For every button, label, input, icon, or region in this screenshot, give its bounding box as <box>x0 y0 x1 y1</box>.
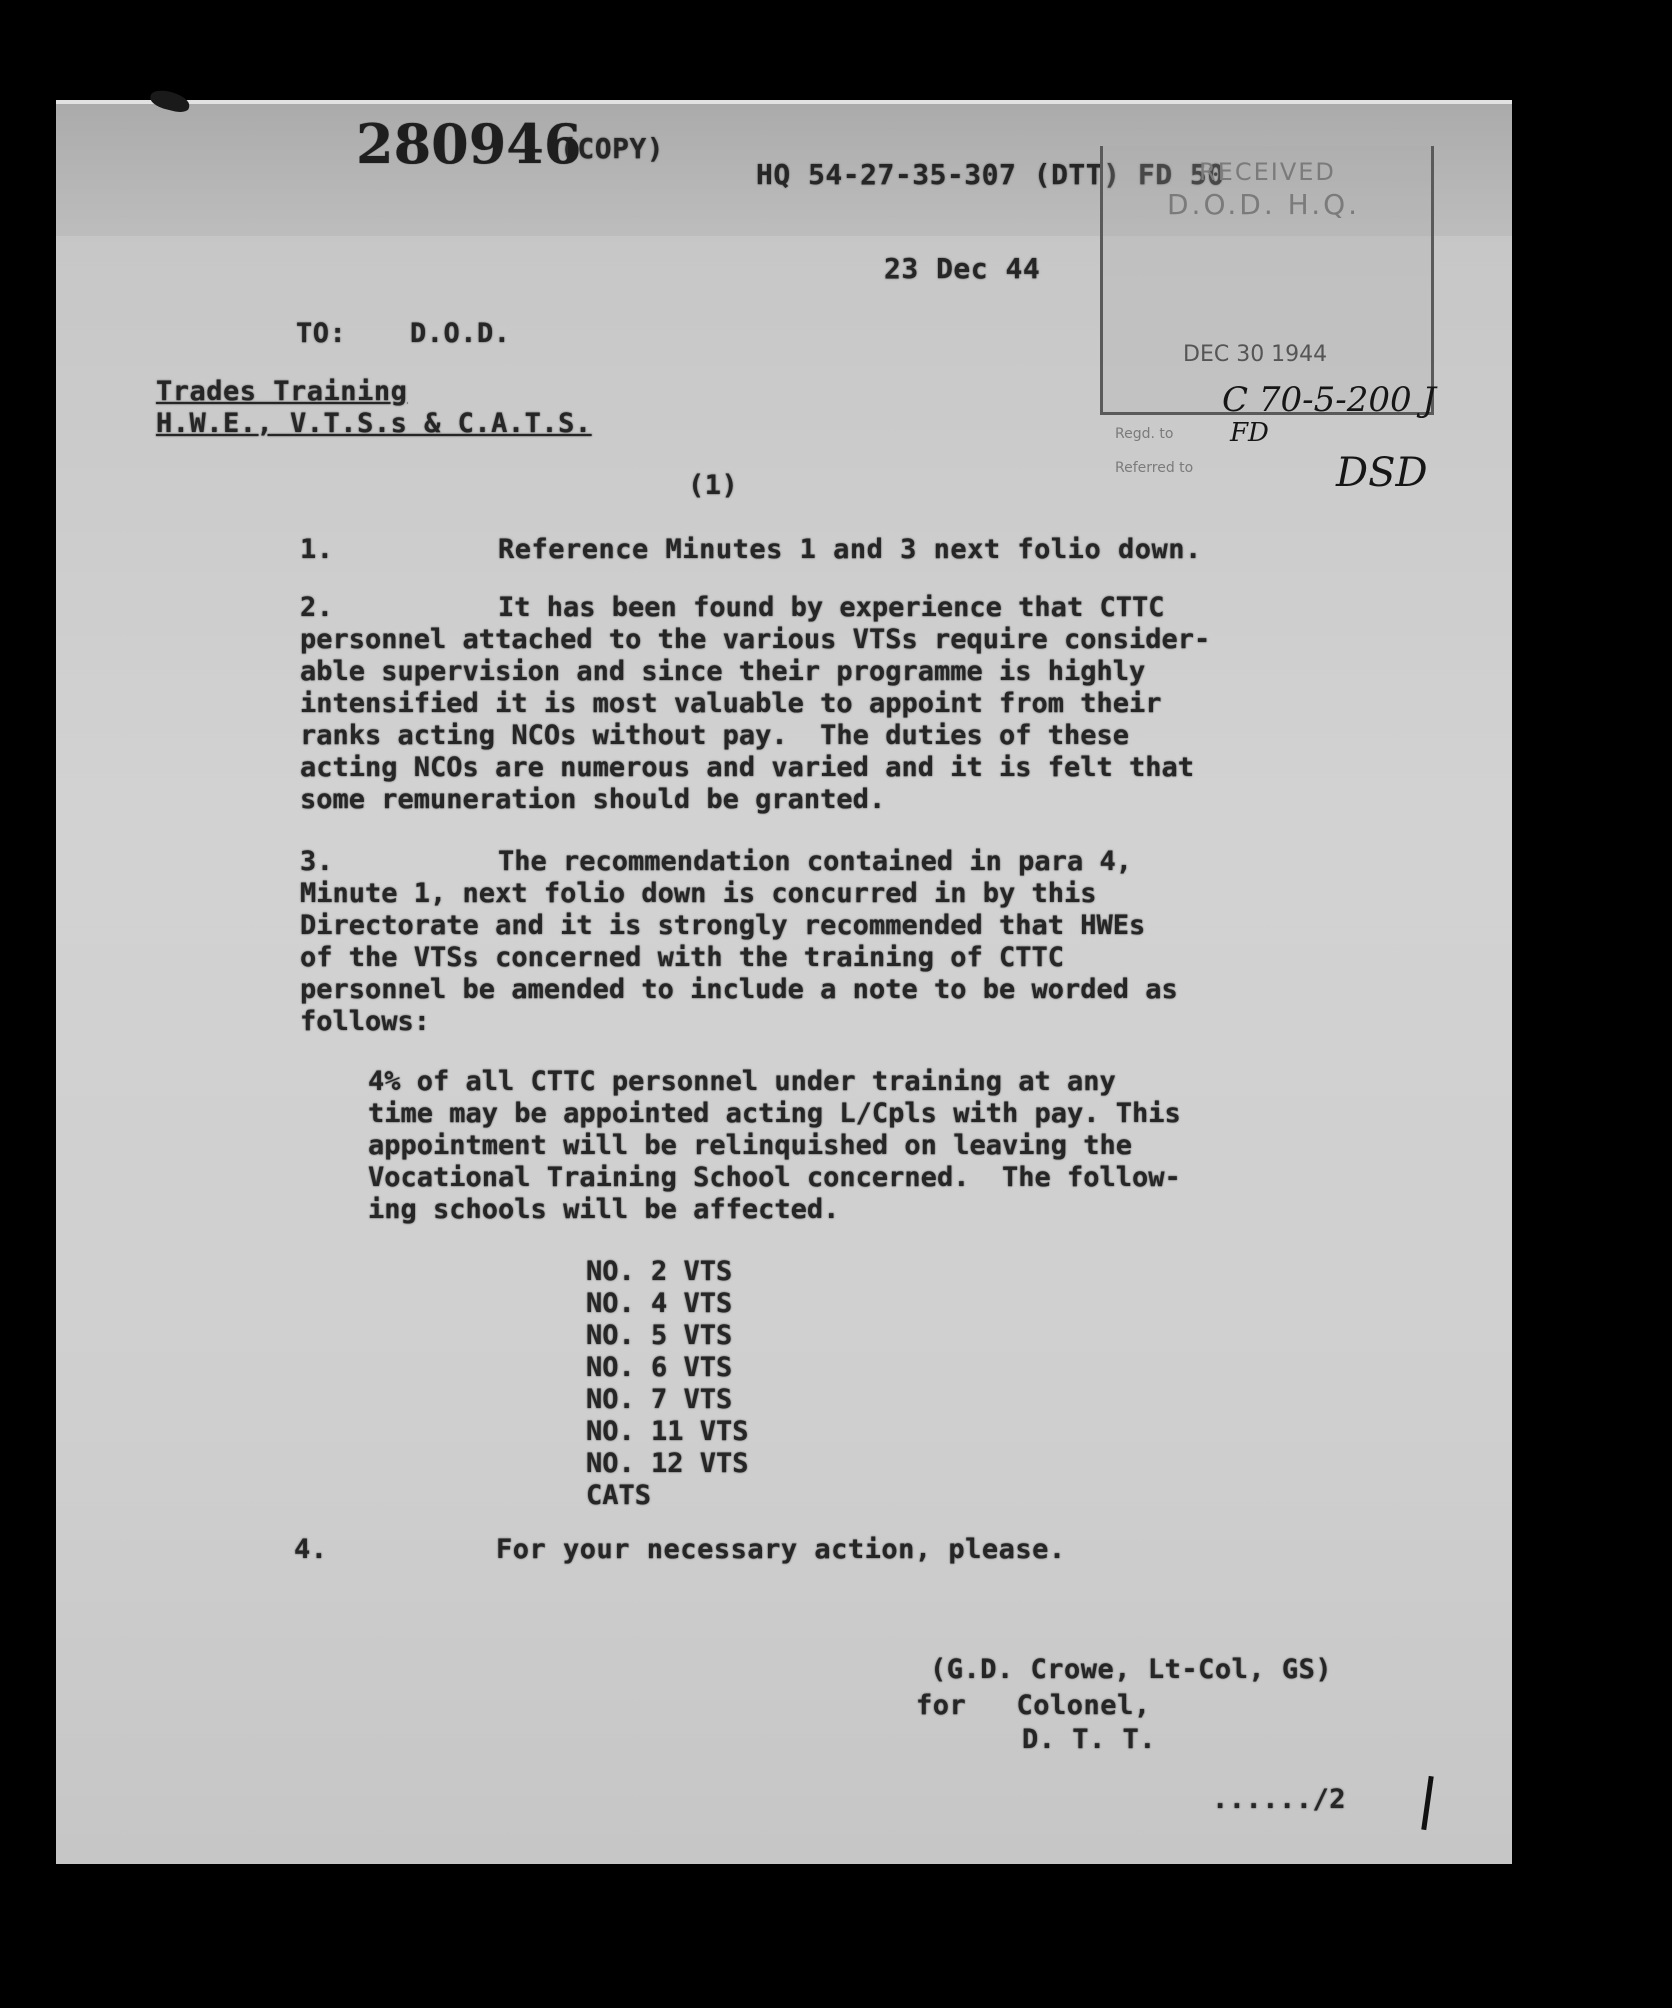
school-item: NO. 11 VTS <box>586 1416 749 1447</box>
stamp-referred-label: Referred to <box>1115 460 1194 476</box>
school-item: NO. 2 VTS <box>586 1256 733 1287</box>
to-value: D.O.D. <box>410 318 511 349</box>
paragraph-2-number: 2. <box>300 592 334 623</box>
school-item: NO. 4 VTS <box>586 1288 733 1319</box>
school-item: NO. 12 VTS <box>586 1448 749 1479</box>
handwritten-file-number: C 70-5-200 J <box>1222 380 1437 420</box>
school-item: NO. 5 VTS <box>586 1320 733 1351</box>
paragraph-3-number: 3. <box>300 846 334 877</box>
paragraph-2-body: It has been found by experience that CTTC personnel attached to the various VTSs require consider- able supervision and since their programme is highly intensified it is most valuable to appoint from their ranks acting NCOs without pay. The duties of these acting NCOs are numerous and varied and it is felt that some remuneration should be granted. <box>300 592 1211 815</box>
to-label: TO: <box>296 318 347 349</box>
signature-directorate: D. T. T. <box>1022 1724 1157 1755</box>
document-date: 23 Dec 44 <box>884 252 1041 285</box>
signature-name: (G.D. Crowe, Lt-Col, GS) <box>930 1654 1333 1685</box>
paragraph-1-text: Reference Minutes 1 and 3 next folio down. <box>498 534 1202 565</box>
quoted-note: 4% of all CTTC personnel under training at any time may be appointed acting L/Cpls with pay. This appointment will be relinquished on leaving the Vocational Training School concerned. The follow- ing schools will be affected. <box>368 1066 1181 1225</box>
school-item: NO. 6 VTS <box>586 1352 733 1383</box>
schools-list <box>586 1256 749 1512</box>
paragraph-3-body: The recommendation contained in para 4, Minute 1, next folio down is concurred in by this Directorate and it is strongly recommended that HWEs of the VTSs concerned with the training of CTTC personnel be amended to include a note to be worded as follows: <box>300 846 1178 1037</box>
subject-line-2: H.W.E., V.T.S.s & C.A.T.S. <box>156 408 592 439</box>
subject-line-1: Trades Training <box>156 376 408 407</box>
school-item: NO. 7 VTS <box>586 1384 733 1415</box>
continuation-mark: ....../2 <box>1212 1784 1347 1815</box>
handwritten-to: FD <box>1230 418 1269 448</box>
file-reference: HQ 54-27-35-307 (DTT) FD 50 <box>756 158 1225 191</box>
minute-number: (1) <box>688 470 739 501</box>
signature-for: for Colonel, <box>916 1690 1151 1721</box>
serial-number: 280946 <box>356 112 582 176</box>
stamp-office: D.O.D. H.Q. <box>1167 188 1361 221</box>
paragraph-1-number: 1. <box>300 534 334 565</box>
paragraph-4-number: 4. <box>294 1534 328 1565</box>
school-item: CATS <box>586 1480 652 1511</box>
stamp-date: DEC 30 1944 <box>1183 342 1328 367</box>
stamp-received: RECEIVED <box>1199 158 1336 186</box>
stamp-regd-label: Regd. to <box>1115 426 1174 442</box>
copy-mark: (COPY) <box>560 132 665 165</box>
paragraph-4-text: For your necessary action, please. <box>496 1534 1066 1565</box>
handwritten-initials: DSD <box>1336 450 1428 496</box>
